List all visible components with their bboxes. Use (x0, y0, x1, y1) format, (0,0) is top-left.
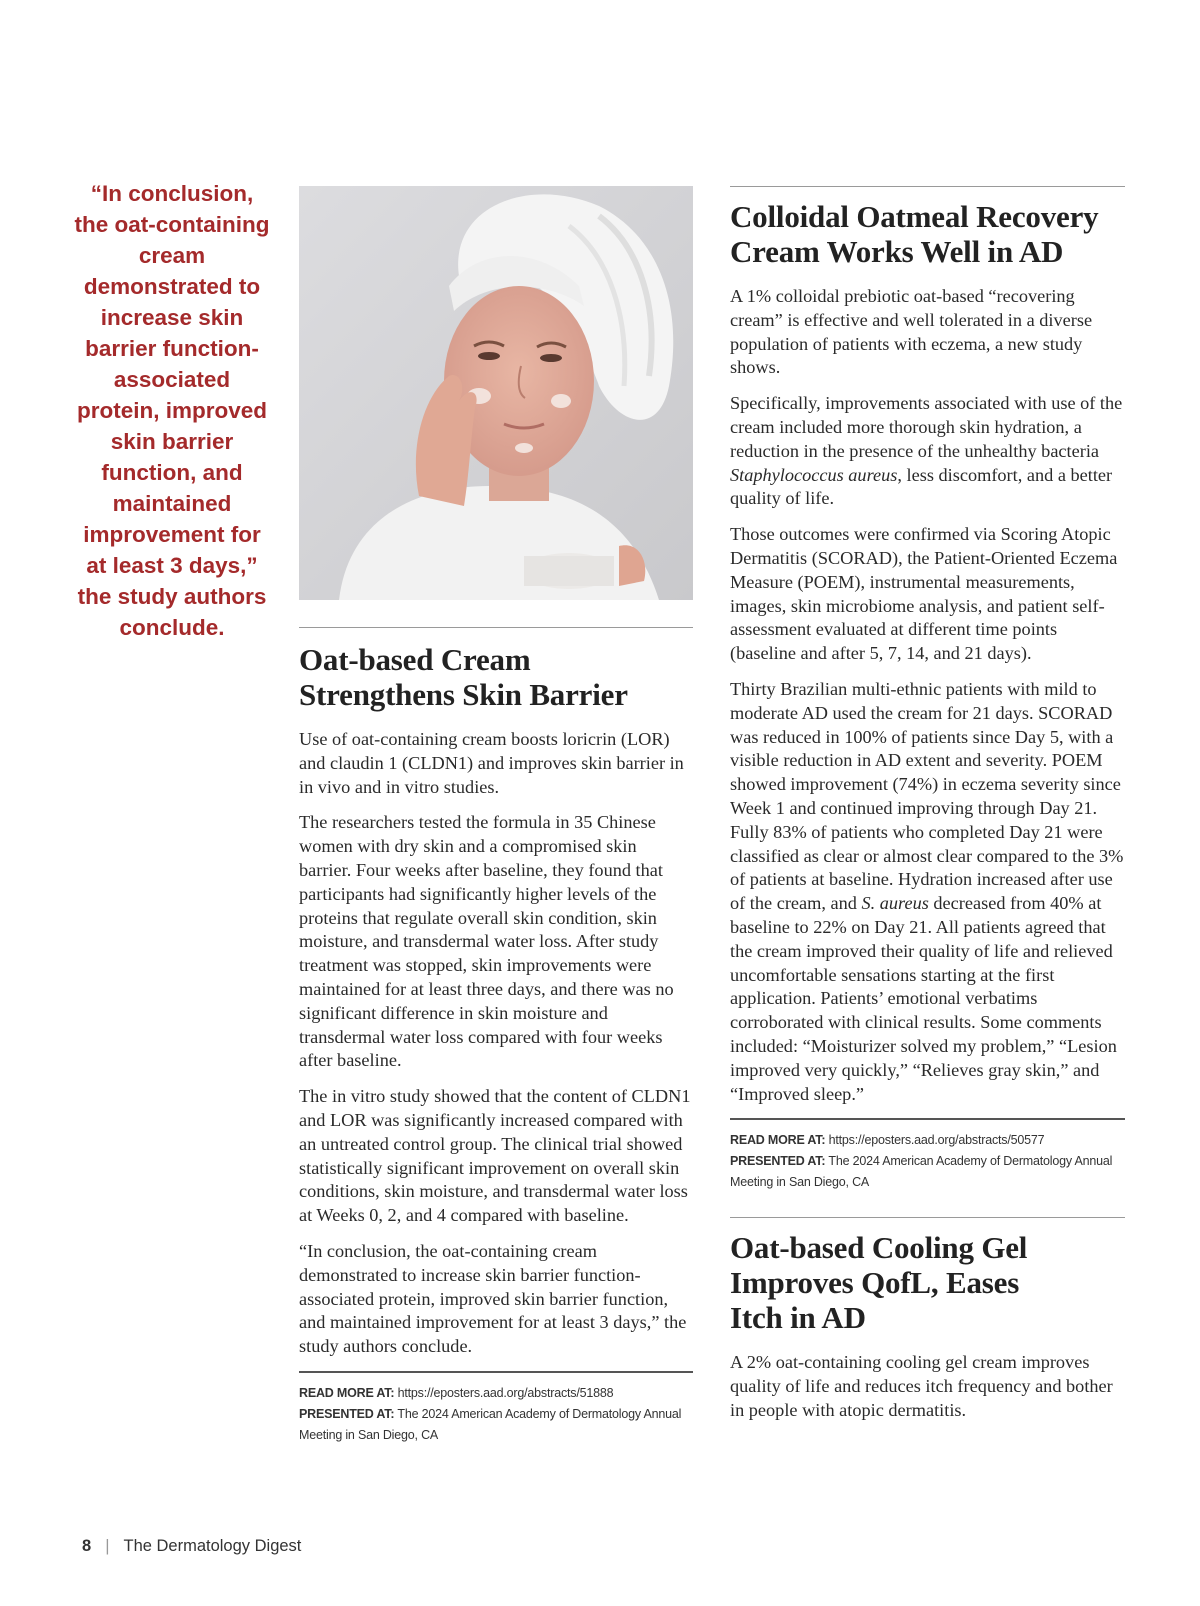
section-divider (299, 627, 693, 628)
paragraph: Use of oat-containing cream boosts loricrin (LOR) and claudin 1 (CLDN1) and improves skin barrier in in vivo and in vitro studies. (299, 729, 684, 797)
article-colloidal-oatmeal (730, 186, 1125, 1435)
presented-at (730, 1151, 1125, 1193)
article-photo (299, 186, 693, 600)
read-more (299, 1383, 693, 1404)
presented-text: The 2024 American Academy of Dermatology Annual Meeting in San Diego, CA (299, 1406, 682, 1442)
presented-label: PRESENTED AT: (730, 1154, 826, 1169)
paragraph: Specifically, improvements associated with use of the cream included more thorough skin hydration, a reduction in the presence of the unhealthy bacteria Staphylococcus aureus, less discomfort, and a better quality of life. (730, 393, 1123, 509)
woman-applying-cream-illustration (299, 186, 693, 600)
headline: Oat-based Cream Strengthens Skin Barrier (299, 642, 628, 712)
page-number: 8 (82, 1537, 92, 1555)
read-more-link[interactable]: https://eposters.aad.org/abstracts/50577 (828, 1133, 1045, 1148)
headline: Colloidal Oatmeal Recovery Cream Works Well in AD (730, 199, 1099, 269)
presented-label: PRESENTED AT: (299, 1406, 395, 1421)
page-footer (82, 1537, 301, 1556)
pull-quote: “In conclusion, the oat-containing cream demonstrated to increase skin barrier function-associated protein, improved skin barrier function, and maintained improvement for at least 3 days,” the study authors conclude. (74, 181, 270, 640)
section-divider (730, 1118, 1125, 1120)
section-divider (730, 1217, 1125, 1218)
read-more (730, 1130, 1125, 1151)
section-divider (299, 1371, 693, 1373)
paragraph: The in vitro study showed that the content of CLDN1 and LOR was significantly increased compared with an untreated control group. The clinical trial showed statistically significant improvement on overall skin conditions, skin moisture, and transdermal water loss at Weeks 0, 2, and 4 compared with baseline. (299, 1086, 691, 1226)
read-more-label: READ MORE AT: (730, 1133, 826, 1148)
read-more-link[interactable]: https://eposters.aad.org/abstracts/51888 (397, 1385, 614, 1400)
presented-at (299, 1404, 693, 1446)
paragraph: A 1% colloidal prebiotic oat-based “recovering cream” is effective and well tolerated in a diverse population of patients with eczema, a new study shows. (730, 286, 1093, 378)
section-divider (730, 186, 1125, 187)
paragraph: Thirty Brazilian multi-ethnic patients with mild to moderate AD used the cream for 21 days. SCORAD was reduced in 100% of patients since Day 5, with a visible reduction in AD extent and severity. POEM showed improvement (74%) in eczema severity since Week 1 and continued improving through Day 21. Fully 83% of patients who completed Day 21 were classified as clear or almost clear compared to the 3% of patients at baseline. Hydration increased after use of the cream, and S. aureus decreased from 40% at baseline to 22% on Day 21. All patients agreed that the cream improved their quality of life and relieved uncomfortable sensations starting at the first application. Patients’ emotional verbatims corroborated with clinical results. Some comments included: “Moisturizer solved my problem,” “Lesion improved very quickly,” “Relieves gray skin,” and “Improved sleep.” (730, 678, 1124, 1104)
headline: Oat-based Cooling Gel Improves QofL, Eases Itch in AD (730, 1230, 1028, 1336)
publication-name: The Dermatology Digest (123, 1537, 302, 1555)
article-oat-cream (299, 627, 693, 1446)
paragraph: “In conclusion, the oat-containing cream demonstrated to increase skin barrier function-associated protein, improved skin barrier function, and maintained improvement for at least 3 days,” the study authors conclude. (299, 1240, 687, 1357)
read-more-label: READ MORE AT: (299, 1385, 395, 1400)
paragraph: A 2% oat-containing cooling gel cream improves quality of life and reduces itch frequency and bother in people with atopic dermatitis. (730, 1352, 1113, 1420)
paragraph: The researchers tested the formula in 35 Chinese women with dry skin and a compromised skin barrier. Four weeks after baseline, they found that participants had significantly higher levels of the proteins that regulate overall skin condition, skin moisture, and transdermal water loss. After study treatment was stopped, skin improvements were maintained for at least three days, and there was no significant difference in skin moisture and transdermal water loss compared with four weeks after baseline. (299, 812, 674, 1071)
paragraph: Those outcomes were confirmed via Scoring Atopic Dermatitis (SCORAD), the Patient-Oriented Eczema Measure (POEM), instrumental measurements, images, skin microbiome analysis, and patient self-assessment evaluated at different time points (baseline and after 5, 7, 14, and 21 days). (730, 524, 1118, 664)
presented-text: The 2024 American Academy of Dermatology Annual Meeting in San Diego, CA (730, 1154, 1113, 1190)
footer-separator: | (105, 1537, 110, 1555)
